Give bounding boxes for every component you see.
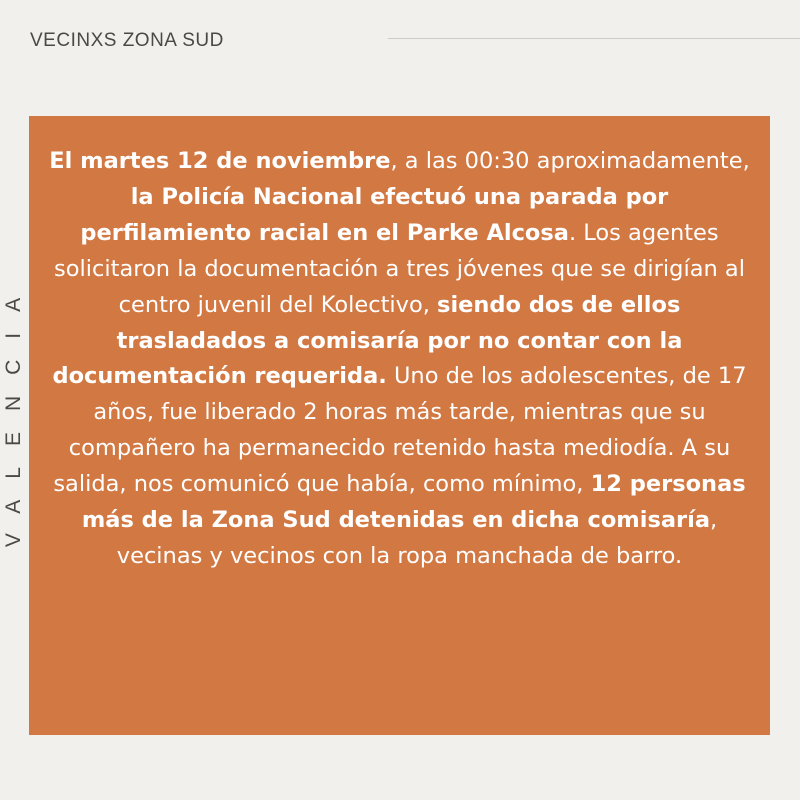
- header-divider: [388, 38, 800, 39]
- page-title: VECINXS ZONA SUD: [30, 30, 224, 51]
- text-segment-bold: El martes 12 de noviembre: [49, 148, 391, 174]
- text-segment: , vecinas y vecinos con la ropa manchada de barro.: [116, 507, 718, 569]
- side-label-container: [0, 262, 28, 562]
- side-label: VALENCIA: [2, 276, 26, 548]
- text-segment: , a las 00:30 aproximadamente,: [390, 148, 750, 174]
- text-segment-bold: siendo dos de ellos trasladados a comisaría por no contar con la documentación requerida.: [52, 291, 683, 390]
- statement-card: [29, 116, 770, 735]
- text-segment-bold: 12 personas más de la Zona Sud detenidas en dicha comisaría: [81, 471, 746, 534]
- text-segment-bold: la Policía Nacional efectuó una parada por perfilamiento racial en el Parke Alcosa: [80, 183, 669, 246]
- text-segment: . Los agentes solicitaron la documentación a tres jóvenes que se dirigían al centro juvenil del Kolectivo,: [54, 219, 745, 318]
- text-segment: Uno de los adolescentes, de 17 años, fue liberado 2 horas más tarde, mientras que su compañero ha permanecido retenido hasta mediodía. A su salida, nos comunicó que había, como mínimo,: [53, 363, 747, 498]
- statement-paragraph: [47, 144, 752, 575]
